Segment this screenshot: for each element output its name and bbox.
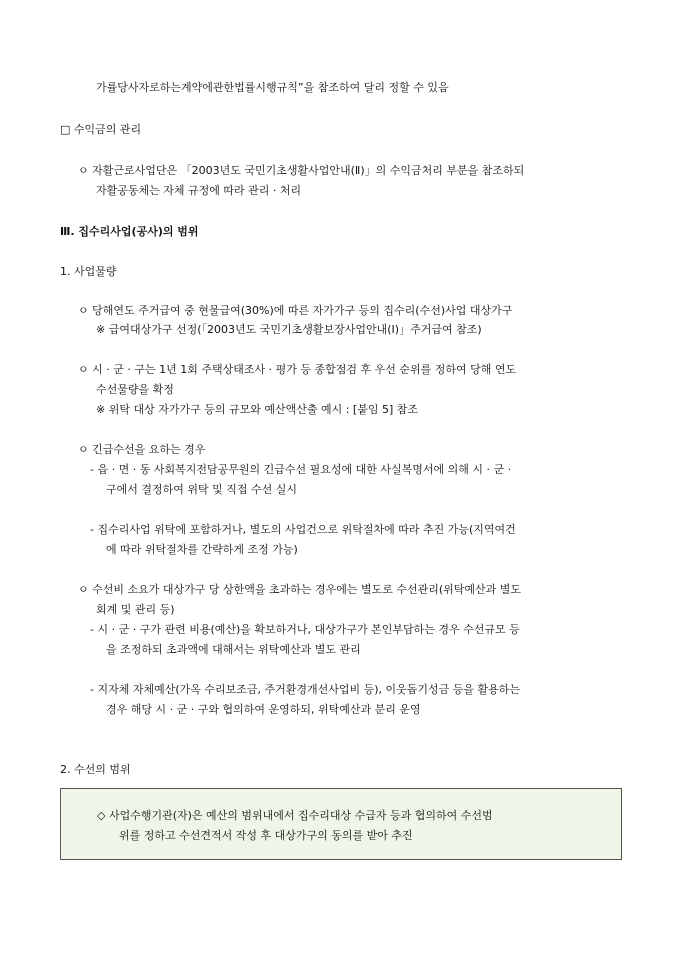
- box-line: 위를 정하고 수선견적서 작성 후 대상가구의 동의를 받아 추진: [119, 829, 413, 842]
- dash-item: - 시 · 군 · 구가 관련 비용(예산)을 확보하거나, 대상가구가 본인부담하는 경우 수선규모 등: [90, 623, 520, 636]
- section-heading: □ 수익금의 관리: [60, 123, 142, 136]
- dash-item: - 집수리사업 위탁에 포함하거나, 별도의 사업건으로 위탁절차에 따라 추진 가능(지역여건: [90, 523, 516, 536]
- bullet-item: ㅇ 시 · 군 · 구는 1년 1회 주택상태조사 · 평가 등 종합점검 후 우선 순위를 정하여 당해 연도: [78, 363, 517, 376]
- text-line: 을 조정하되 초과액에 대해서는 위탁예산과 별도 관리: [106, 643, 361, 656]
- chapter-heading: Ⅲ. 집수리사업(공사)의 범위: [60, 225, 199, 238]
- bullet-item: ㅇ 긴급수선을 요하는 경우: [78, 443, 206, 456]
- dash-item: - 지자체 자체예산(가옥 수리보조금, 주거환경개선사업비 등), 이웃돕기성금 등을 활용하는: [90, 683, 521, 696]
- bullet-item: ㅇ 자활근로사업단은 「2003년도 국민기초생활사업안내(Ⅱ)」의 수익금처리 부분을 참조하되: [78, 164, 525, 177]
- text-line: 구에서 결정하여 위탁 및 직접 수선 실시: [106, 483, 297, 496]
- summary-box: [60, 788, 622, 860]
- text-line: 자활공동체는 자체 규정에 따라 관리 · 처리: [96, 184, 302, 197]
- text-line: 수선물량을 확정: [96, 383, 174, 396]
- note-line: ※ 위탁 대상 자가가구 등의 규모와 예산액산출 예시 : [붙임 5] 참조: [96, 403, 418, 416]
- bullet-item: ㅇ 당해연도 주거급여 중 현물급여(30%)에 따른 자가가구 등의 집수리(수선)사업 대상가구: [78, 304, 513, 317]
- dash-item: - 읍 · 면 · 동 사회복지전담공무원의 긴급수선 필요성에 대한 사실복명서에 의해 시 · 군 ·: [90, 463, 512, 476]
- subsection-heading: 1. 사업물량: [60, 265, 117, 278]
- text-line: 가률당사자로하는계약에관한법률시행규칙”을 참조하여 달리 정할 수 있음: [96, 81, 449, 94]
- text-line: 에 따라 위탁절차를 간략하게 조정 가능): [106, 543, 298, 556]
- text-line: 경우 해당 시 · 군 · 구와 협의하여 운영하되, 위탁예산과 분리 운영: [106, 703, 421, 716]
- text-line: 회계 및 관리 등): [96, 603, 175, 616]
- box-line: ◇ 사업수행기관(자)은 예산의 범위내에서 집수리대상 수급자 등과 협의하여 수선범: [97, 809, 493, 822]
- subsection-heading: 2. 수선의 범위: [60, 763, 131, 776]
- bullet-item: ㅇ 수선비 소요가 대상가구 당 상한액을 초과하는 경우에는 별도로 수선관리(위탁예산과 별도: [78, 583, 522, 596]
- note-line: ※ 급여대상가구 선정(「2003년도 국민기초생활보장사업안내(Ⅰ)」주거급여 참조): [96, 323, 482, 336]
